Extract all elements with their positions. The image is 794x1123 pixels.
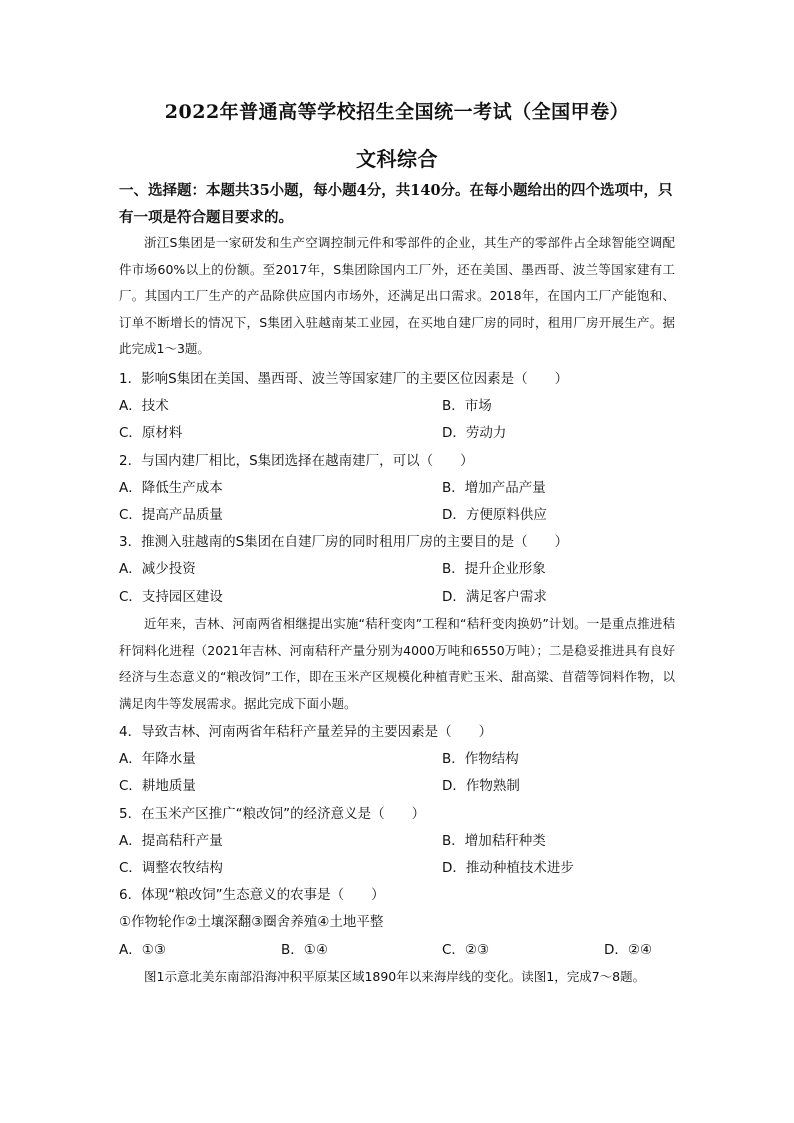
exam-subject: 文科综合 bbox=[356, 147, 438, 171]
question-stem: 6．体现“粮改饲”生态意义的农事是（ ） bbox=[119, 887, 385, 904]
option-a[interactable]: A．提高秸秆产量 bbox=[119, 832, 223, 849]
passage-2: 近年来，吉林、河南两省相继提出实施“秸秆变肉”工程和“秸秆变肉换奶”计划。一是重点推进秸秆饲料化进程（2021年吉林、河南秸秆产量分别为4000万吨和6550万吨）；二是稳妥推进具有良好经济与生态意义的“粮改饲”工作，即在玉米产区规模化种植青贮玉米、甜高粱、苜蓿等饲料作物，以满足肉牛等发展需求。据此完成下面小题。 bbox=[119, 616, 675, 711]
question-stem: 1．影响S集团在美国、墨西哥、波兰等国家建厂的主要区位因素是（ ） bbox=[119, 371, 569, 387]
option-a[interactable]: A．技术 bbox=[119, 398, 169, 415]
option-row bbox=[119, 584, 675, 611]
option-b[interactable]: B．①④ bbox=[281, 941, 328, 958]
option-a[interactable]: A．降低生产成本 bbox=[119, 479, 223, 496]
option-row bbox=[119, 475, 675, 502]
option-row bbox=[119, 420, 675, 447]
option-a[interactable]: A．减少投资 bbox=[119, 561, 196, 578]
option-c[interactable]: C．耕地质量 bbox=[119, 778, 196, 795]
option-d[interactable]: D．②④ bbox=[604, 941, 653, 958]
option-b[interactable]: B．增加产品产量 bbox=[442, 479, 546, 496]
option-b[interactable]: B．作物结构 bbox=[442, 751, 519, 768]
option-d[interactable]: D．劳动力 bbox=[442, 425, 507, 442]
option-a[interactable]: A．年降水量 bbox=[119, 751, 196, 768]
option-b[interactable]: B．市场 bbox=[442, 398, 492, 415]
option-row bbox=[119, 773, 675, 800]
option-c[interactable]: C．原材料 bbox=[119, 425, 183, 442]
question-stem: 3．推测入驻越南的S集团在自建厂房的同时租用厂房的主要目的是（ ） bbox=[119, 534, 569, 551]
question-stem: 4．导致吉林、河南两省年秸秆产量差异的主要因素是（ ） bbox=[119, 724, 493, 740]
option-c[interactable]: C．支持园区建设 bbox=[119, 588, 223, 605]
option-row bbox=[119, 502, 675, 529]
option-row bbox=[119, 828, 675, 855]
option-c[interactable]: C．②③ bbox=[442, 941, 490, 958]
passage-1: 浙江S集团是一家研发和生产空调控制元件和零部件的企业，其生产的零部件占全球智能空调配件市场60%以上的份额。至2017年，S集团除国内工厂外，还在美国、墨西哥、波兰等国家建有工厂。其国内工厂生产的产品除供应国内市场外，还满足出口需求。2018年，在国内工厂产能饱和、订单不断增长的情况下，S集团入驻越南某工业园，在买地自建厂房的同时，租用厂房开展生产。据此完成1～3题。 bbox=[119, 235, 675, 356]
option-row bbox=[119, 556, 675, 583]
exam-title: 2022年普通高等学校招生全国统一考试（全国甲卷） bbox=[164, 101, 630, 123]
option-row bbox=[119, 393, 675, 420]
option-d[interactable]: D．作物熟制 bbox=[442, 778, 520, 795]
option-b[interactable]: B．提升企业形象 bbox=[442, 561, 546, 578]
option-b[interactable]: B．增加秸秆种类 bbox=[442, 832, 546, 849]
question-stem: 2．与国内建厂相比，S集团选择在越南建厂，可以（ ） bbox=[119, 452, 474, 469]
question-stem: 5．在玉米产区推广“粮改饲”的经济意义是（ ） bbox=[119, 805, 426, 822]
option-a[interactable]: A．①③ bbox=[119, 941, 166, 958]
option-d[interactable]: D．推动种植技术进步 bbox=[442, 859, 574, 876]
question-group-1 bbox=[119, 366, 675, 611]
question-group-2 bbox=[119, 719, 675, 964]
section-heading: 一、选择题：本题共35小题，每小题4分，共140分。在每小题给出的四个选项中，只有一项是符合题目要求的。 bbox=[119, 182, 673, 226]
option-d[interactable]: D．满足客户需求 bbox=[442, 588, 547, 605]
question-substem: ①作物轮作②土壤深翻③圈舍养殖④土地平整 bbox=[119, 914, 384, 931]
option-row bbox=[119, 746, 675, 773]
option-d[interactable]: D．方便原料供应 bbox=[442, 506, 547, 523]
option-row bbox=[119, 855, 675, 882]
option-c[interactable]: C．提高产品质量 bbox=[119, 506, 223, 523]
option-c[interactable]: C．调整农牧结构 bbox=[119, 859, 223, 876]
option-row bbox=[119, 937, 675, 964]
passage-3: 图1示意北美东南部沿海冲积平原某区域1890年以来海岸线的变化。读图1，完成7～8题。 bbox=[144, 969, 646, 984]
